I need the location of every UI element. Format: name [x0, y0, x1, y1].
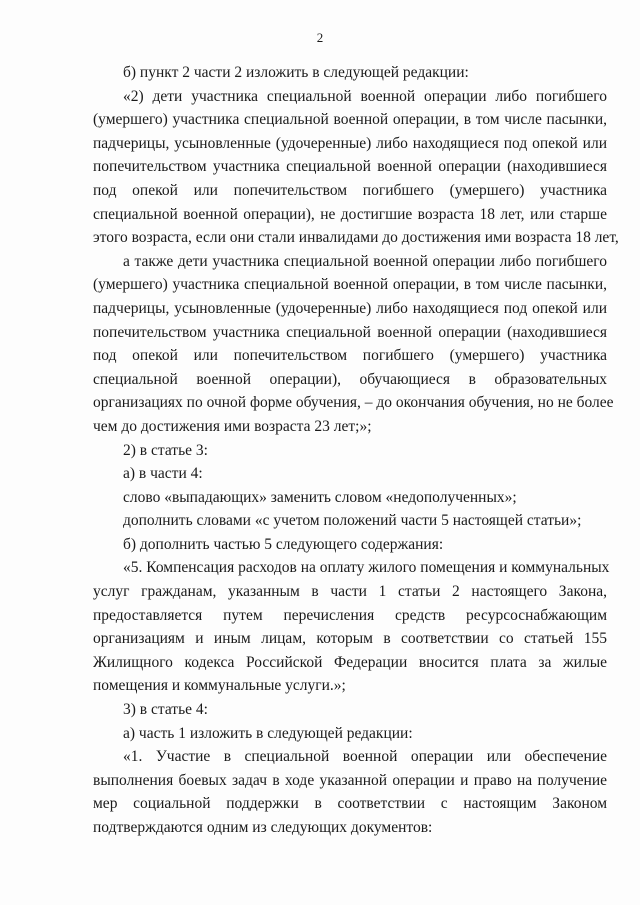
text-line: попечительством участника специальной военной операции (находившиеся — [93, 323, 607, 341]
page-number: 2 — [316, 30, 324, 45]
text-line: 3) в статье 4: — [123, 701, 208, 719]
text-line: специальной военной операции), не достигшие возраста 18 лет, или старше — [93, 205, 607, 223]
text-line: под опекой или попечительством погибшего (умершего) участника — [93, 181, 607, 199]
text-line: (умершего) участника специальной военной операции, в том числе пасынки, — [93, 111, 607, 129]
text-line: помещения и коммунальные услуги.»; — [93, 677, 346, 695]
text-line: попечительством участника специальной военной операции (находившиеся — [93, 158, 607, 176]
text-line: б) пункт 2 части 2 изложить в следующей редакции: — [123, 64, 469, 81]
text-line: а также дети участника специальной военной операции либо погибшего — [123, 252, 607, 270]
text-line: выполнения боевых задач в ходе указанной операции и право на получение — [93, 771, 607, 789]
text-line: организациям и иным лицам, которым в соответствии со статьей 155 — [93, 630, 607, 648]
text-line: предоставляется путем перечисления средств ресурсоснабжающим — [93, 606, 607, 624]
text-line: «2) дети участника специальной военной операции либо погибшего — [123, 87, 607, 105]
text-line: падчерицы, усыновленные (удочеренные) либо находящиеся под опекой или — [93, 299, 607, 317]
text-line: организациях по очной форме обучения, – до окончания обучения, но не более — [93, 394, 614, 412]
text-line: б) дополнить частью 5 следующего содержания: — [123, 535, 444, 553]
text-line: специальной военной операции), обучающиеся в образовательных — [93, 370, 607, 388]
text-line: Жилищного кодекса Российской Федерации вносится плата за жилые — [93, 653, 607, 671]
text-line: «5. Компенсация расходов на оплату жилого помещения и коммунальных — [123, 559, 610, 577]
text-line: падчерицы, усыновленные (удочеренные) либо находящиеся под опекой или — [93, 134, 607, 152]
text-line: «1. Участие в специальной военной операции или обеспечение — [123, 748, 607, 766]
text-line: слово «выпадающих» заменить словом «недополученных»; — [123, 488, 517, 506]
text-line: услуг гражданам, указанным в части 1 статьи 2 настоящего Закона, — [93, 583, 607, 601]
text-line: чем до достижения ими возраста 23 лет;»; — [93, 417, 372, 435]
text-line: а) часть 1 изложить в следующей редакции: — [123, 724, 413, 742]
text-line: этого возраста, если они стали инвалидами до достижения ими возраста 18 лет, — [93, 229, 619, 247]
text-line: дополнить словами «с учетом положений части 5 настоящей статьи»; — [123, 512, 582, 530]
text-line: мер социальной поддержки в соответствии с настоящим Законом — [93, 795, 607, 813]
text-line: подтверждаются одним из следующих документов: — [93, 819, 433, 836]
text-line: под опекой или попечительством погибшего (умершего) участника — [93, 347, 607, 365]
text-line: (умершего) участника специальной военной операции, в том числе пасынки, — [93, 276, 607, 294]
document-body — [93, 61, 619, 840]
text-line: а) в части 4: — [123, 465, 203, 483]
text-line: 2) в статье 3: — [123, 441, 208, 459]
